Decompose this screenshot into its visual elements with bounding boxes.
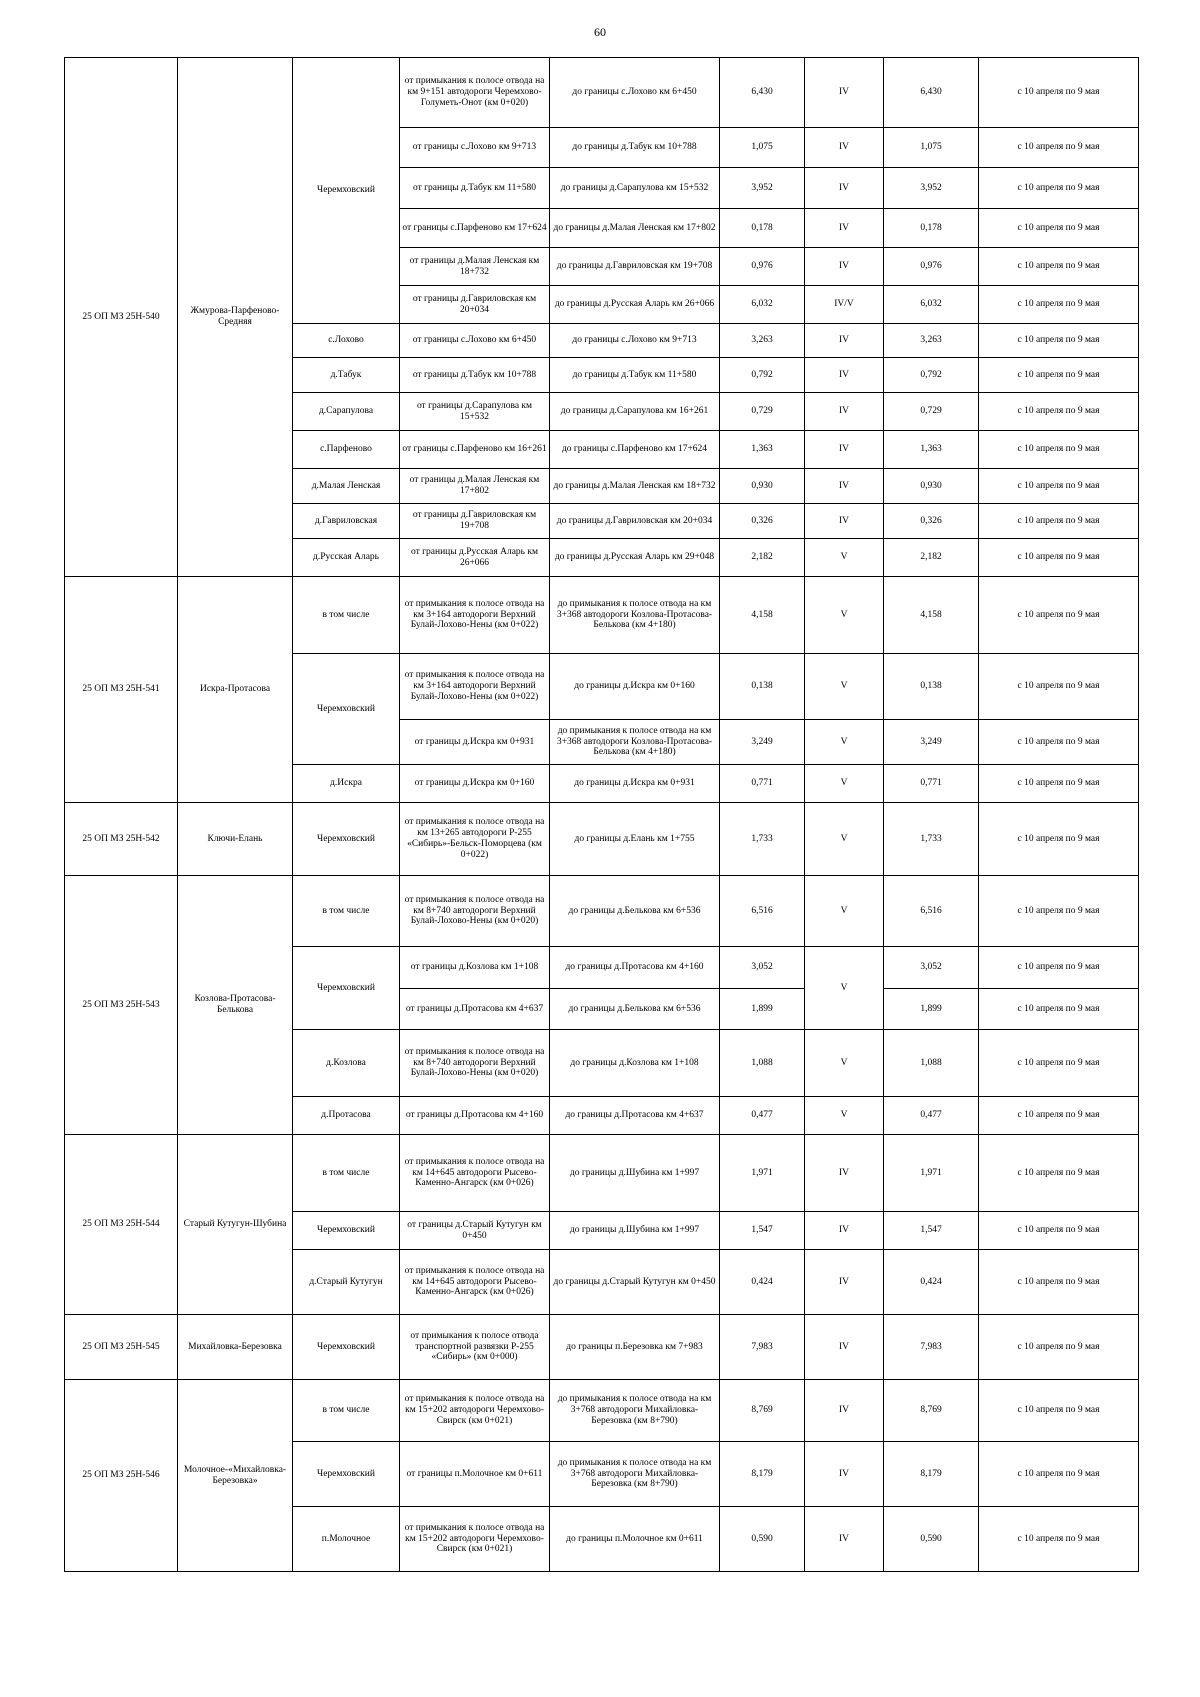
segment-to: до примыкания к полосе отвода на км 3+768 автодороги Михайловка-Березовка (км 8+790) xyxy=(550,1380,720,1442)
segment-to: до границы п.Березовка км 7+983 xyxy=(550,1315,720,1380)
category: V xyxy=(805,765,884,803)
period: с 10 апреля по 9 мая xyxy=(979,431,1139,469)
restricted-length: 0,771 xyxy=(884,765,979,803)
length: 1,971 xyxy=(720,1135,805,1212)
restricted-length: 0,326 xyxy=(884,504,979,539)
segment-to: до границы д.Искра км 0+160 xyxy=(550,654,720,720)
road-name: Жмурова-Парфеново-Средняя xyxy=(178,58,293,577)
restricted-length: 0,792 xyxy=(884,358,979,393)
segment-from: от примыкания к полосе отвода на км 8+740 автодороги Верхний Булай-Лохово-Нены (км 0+020) xyxy=(400,1030,550,1097)
segment-from: от границы д.Гавриловская км 19+708 xyxy=(400,504,550,539)
restricted-length: 1,733 xyxy=(884,803,979,876)
restricted-length: 1,075 xyxy=(884,128,979,168)
restricted-length: 3,249 xyxy=(884,720,979,765)
district: д.Козлова xyxy=(293,1030,400,1097)
restricted-length: 1,971 xyxy=(884,1135,979,1212)
period: с 10 апреля по 9 мая xyxy=(979,1135,1139,1212)
segment-to: до границы д.Шубина км 1+997 xyxy=(550,1135,720,1212)
segment-to: до границы д.Белькова км 6+536 xyxy=(550,989,720,1030)
district: в том числе xyxy=(293,1380,400,1442)
segment-from: от границы с.Парфеново км 16+261 xyxy=(400,431,550,469)
segment-to: до границы д.Гавриловская км 20+034 xyxy=(550,504,720,539)
category: IV xyxy=(805,58,884,128)
period: с 10 апреля по 9 мая xyxy=(979,1030,1139,1097)
restricted-length: 1,899 xyxy=(884,989,979,1030)
restricted-length: 7,983 xyxy=(884,1315,979,1380)
road-id: 25 ОП МЗ 25Н-543 xyxy=(65,876,178,1135)
segment-from: от примыкания к полосе отвода транспортной развязки Р-255 «Сибирь» (км 0+000) xyxy=(400,1315,550,1380)
length: 3,052 xyxy=(720,947,805,989)
length: 8,769 xyxy=(720,1380,805,1442)
segment-from: от границы п.Молочное км 0+611 xyxy=(400,1442,550,1507)
restricted-length: 4,158 xyxy=(884,577,979,654)
period: с 10 апреля по 9 мая xyxy=(979,504,1139,539)
district: п.Молочное xyxy=(293,1507,400,1572)
restricted-length: 8,769 xyxy=(884,1380,979,1442)
period: с 10 апреля по 9 мая xyxy=(979,286,1139,324)
segment-to: до границы д.Протасова км 4+160 xyxy=(550,947,720,989)
length: 0,771 xyxy=(720,765,805,803)
period: с 10 апреля по 9 мая xyxy=(979,248,1139,286)
district: с.Парфеново xyxy=(293,431,400,469)
segment-from: от границы д.Искра км 0+160 xyxy=(400,765,550,803)
segment-from: от границы д.Старый Кутугун км 0+450 xyxy=(400,1212,550,1250)
period: с 10 апреля по 9 мая xyxy=(979,803,1139,876)
restricted-length: 1,363 xyxy=(884,431,979,469)
segment-from: от примыкания к полосе отвода на км 15+202 автодороги Черемхово-Свирск (км 0+021) xyxy=(400,1380,550,1442)
category: IV xyxy=(805,1315,884,1380)
period: с 10 апреля по 9 мая xyxy=(979,1507,1139,1572)
category: IV xyxy=(805,358,884,393)
district: д.Протасова xyxy=(293,1097,400,1135)
category: IV xyxy=(805,324,884,358)
segment-from: от примыкания к полосе отвода на км 9+151 автодороги Черемхово-Голуметь-Онот (км 0+020) xyxy=(400,58,550,128)
period: с 10 апреля по 9 мая xyxy=(979,358,1139,393)
length: 3,249 xyxy=(720,720,805,765)
length: 1,547 xyxy=(720,1212,805,1250)
period: с 10 апреля по 9 мая xyxy=(979,1250,1139,1315)
category: IV xyxy=(805,168,884,209)
category: IV xyxy=(805,1135,884,1212)
segment-from: от границы с.Парфеново км 17+624 xyxy=(400,209,550,248)
district: д.Табук xyxy=(293,358,400,393)
length: 4,158 xyxy=(720,577,805,654)
segment-from: от примыкания к полосе отвода на км 15+202 автодороги Черемхово-Свирск (км 0+021) xyxy=(400,1507,550,1572)
category: IV xyxy=(805,248,884,286)
district: Черемховский xyxy=(293,947,400,1030)
segment-from: от границы д.Сарапулова км 15+532 xyxy=(400,393,550,431)
period: с 10 апреля по 9 мая xyxy=(979,324,1139,358)
restricted-length: 0,976 xyxy=(884,248,979,286)
length: 7,983 xyxy=(720,1315,805,1380)
district: Черемховский xyxy=(293,1212,400,1250)
segment-to: до границы с.Лохово км 6+450 xyxy=(550,58,720,128)
restricted-length: 6,032 xyxy=(884,286,979,324)
length: 0,976 xyxy=(720,248,805,286)
segment-to: до границы д.Малая Ленская км 17+802 xyxy=(550,209,720,248)
length: 1,733 xyxy=(720,803,805,876)
district: Черемховский xyxy=(293,654,400,765)
segment-from: от границы д.Протасова км 4+160 xyxy=(400,1097,550,1135)
period: с 10 апреля по 9 мая xyxy=(979,539,1139,577)
page-number: 60 xyxy=(594,25,606,39)
restricted-length: 0,930 xyxy=(884,469,979,504)
road-name: Козлова-Протасова-Белькова xyxy=(178,876,293,1135)
length: 0,729 xyxy=(720,393,805,431)
table-row xyxy=(65,876,1139,947)
district: в том числе xyxy=(293,1135,400,1212)
restricted-length: 3,263 xyxy=(884,324,979,358)
segment-from: от границы д.Козлова км 1+108 xyxy=(400,947,550,989)
table-row xyxy=(65,58,1139,128)
period: с 10 апреля по 9 мая xyxy=(979,1097,1139,1135)
segment-from: от границы д.Искра км 0+931 xyxy=(400,720,550,765)
category: IV xyxy=(805,1380,884,1442)
segment-from: от примыкания к полосе отвода на км 14+645 автодороги Рысево-Каменно-Ангарск (км 0+026) xyxy=(400,1135,550,1212)
segment-to: до границы д.Протасова км 4+637 xyxy=(550,1097,720,1135)
period: с 10 апреля по 9 мая xyxy=(979,168,1139,209)
segment-to: до примыкания к полосе отвода на км 3+768 автодороги Михайловка-Березовка (км 8+790) xyxy=(550,1442,720,1507)
segment-to: до границы д.Русская Аларь км 29+048 xyxy=(550,539,720,577)
period: с 10 апреля по 9 мая xyxy=(979,577,1139,654)
restricted-length: 0,424 xyxy=(884,1250,979,1315)
segment-to: до примыкания к полосе отвода на км 3+368 автодороги Козлова-Протасова-Белькова (км 4+180) xyxy=(550,720,720,765)
road-id: 25 ОП МЗ 25Н-544 xyxy=(65,1135,178,1315)
segment-from: от границы д.Малая Ленская км 17+802 xyxy=(400,469,550,504)
segment-from: от границы д.Малая Ленская км 18+732 xyxy=(400,248,550,286)
segment-from: от границы с.Лохово км 9+713 xyxy=(400,128,550,168)
length: 3,952 xyxy=(720,168,805,209)
segment-from: от примыкания к полосе отвода на км 3+164 автодороги Верхний Булай-Лохово-Нены (км 0+022) xyxy=(400,577,550,654)
period: с 10 апреля по 9 мая xyxy=(979,720,1139,765)
restricted-length: 0,178 xyxy=(884,209,979,248)
district: в том числе xyxy=(293,876,400,947)
segment-from: от границы д.Табук км 11+580 xyxy=(400,168,550,209)
restricted-length: 1,547 xyxy=(884,1212,979,1250)
district: Черемховский xyxy=(293,803,400,876)
length: 1,075 xyxy=(720,128,805,168)
category: V xyxy=(805,577,884,654)
segment-from: от границы д.Гавриловская км 20+034 xyxy=(400,286,550,324)
period: с 10 апреля по 9 мая xyxy=(979,1212,1139,1250)
length: 3,263 xyxy=(720,324,805,358)
restricted-length: 6,516 xyxy=(884,876,979,947)
segment-to: до границы д.Сарапулова км 16+261 xyxy=(550,393,720,431)
length: 1,088 xyxy=(720,1030,805,1097)
category: IV xyxy=(805,431,884,469)
segment-from: от примыкания к полосе отвода на км 3+164 автодороги Верхний Булай-Лохово-Нены (км 0+022) xyxy=(400,654,550,720)
restricted-length: 0,590 xyxy=(884,1507,979,1572)
restricted-length: 3,052 xyxy=(884,947,979,989)
table-row xyxy=(65,1315,1139,1380)
period: с 10 апреля по 9 мая xyxy=(979,989,1139,1030)
category: IV xyxy=(805,209,884,248)
restricted-length: 1,088 xyxy=(884,1030,979,1097)
length: 0,424 xyxy=(720,1250,805,1315)
segment-to: до границы д.Белькова км 6+536 xyxy=(550,876,720,947)
segment-to: до границы с.Лохово км 9+713 xyxy=(550,324,720,358)
length: 6,430 xyxy=(720,58,805,128)
district: Черемховский xyxy=(293,1442,400,1507)
category: IV xyxy=(805,1212,884,1250)
restricted-length: 0,729 xyxy=(884,393,979,431)
district: в том числе xyxy=(293,577,400,654)
road-id: 25 ОП МЗ 25Н-541 xyxy=(65,577,178,803)
period: с 10 апреля по 9 мая xyxy=(979,128,1139,168)
category: IV xyxy=(805,1442,884,1507)
period: с 10 апреля по 9 мая xyxy=(979,1315,1139,1380)
district: д.Старый Кутугун xyxy=(293,1250,400,1315)
segment-to: до границы д.Табук км 10+788 xyxy=(550,128,720,168)
segment-to: до границы п.Молочное км 0+611 xyxy=(550,1507,720,1572)
period: с 10 апреля по 9 мая xyxy=(979,765,1139,803)
category: IV xyxy=(805,504,884,539)
length: 0,930 xyxy=(720,469,805,504)
road-name: Михайловка-Березовка xyxy=(178,1315,293,1380)
length: 0,138 xyxy=(720,654,805,720)
length: 1,899 xyxy=(720,989,805,1030)
category: IV xyxy=(805,1507,884,1572)
table-row xyxy=(65,577,1139,654)
length: 0,477 xyxy=(720,1097,805,1135)
road-id: 25 ОП МЗ 25Н-540 xyxy=(65,58,178,577)
segment-to: до границы д.Сарапулова км 15+532 xyxy=(550,168,720,209)
segment-to: до границы с.Парфеново км 17+624 xyxy=(550,431,720,469)
length: 6,516 xyxy=(720,876,805,947)
district: Черемховский xyxy=(293,58,400,324)
segment-to: до границы д.Козлова км 1+108 xyxy=(550,1030,720,1097)
table-row xyxy=(65,803,1139,876)
period: с 10 апреля по 9 мая xyxy=(979,469,1139,504)
restricted-length: 0,477 xyxy=(884,1097,979,1135)
table-row xyxy=(65,1135,1139,1212)
category: V xyxy=(805,720,884,765)
segment-from: от границы д.Протасова км 4+637 xyxy=(400,989,550,1030)
period: с 10 апреля по 9 мая xyxy=(979,876,1139,947)
length: 8,179 xyxy=(720,1442,805,1507)
segment-from: от примыкания к полосе отвода на км 13+265 автодороги Р-255 «Сибирь»-Бельск-Поморцева (км 0+022) xyxy=(400,803,550,876)
restricted-length: 0,138 xyxy=(884,654,979,720)
length: 6,032 xyxy=(720,286,805,324)
category: V xyxy=(805,876,884,947)
category: V xyxy=(805,947,884,1030)
length: 0,590 xyxy=(720,1507,805,1572)
segment-from: от примыкания к полосе отвода на км 8+740 автодороги Верхний Булай-Лохово-Нены (км 0+020) xyxy=(400,876,550,947)
district: с.Лохово xyxy=(293,324,400,358)
road-restrictions-table xyxy=(64,57,1139,1572)
period: с 10 апреля по 9 мая xyxy=(979,393,1139,431)
table-row xyxy=(65,1380,1139,1442)
restricted-length: 3,952 xyxy=(884,168,979,209)
road-name: Молочное-«Михайловка-Березовка» xyxy=(178,1380,293,1572)
segment-to: до границы д.Шубина км 1+997 xyxy=(550,1212,720,1250)
segment-from: от границы с.Лохово км 6+450 xyxy=(400,324,550,358)
category: IV xyxy=(805,1250,884,1315)
segment-to: до границы д.Елань км 1+755 xyxy=(550,803,720,876)
category: IV xyxy=(805,469,884,504)
district: Черемховский xyxy=(293,1315,400,1380)
road-id: 25 ОП МЗ 25Н-546 xyxy=(65,1380,178,1572)
segment-to: до границы д.Русская Аларь км 26+066 xyxy=(550,286,720,324)
road-name: Искра-Протасова xyxy=(178,577,293,803)
restricted-length: 2,182 xyxy=(884,539,979,577)
segment-to: до границы д.Гавриловская км 19+708 xyxy=(550,248,720,286)
district: д.Малая Ленская xyxy=(293,469,400,504)
road-id: 25 ОП МЗ 25Н-542 xyxy=(65,803,178,876)
category: V xyxy=(805,803,884,876)
segment-to: до примыкания к полосе отвода на км 3+368 автодороги Козлова-Протасова-Белькова (км 4+180) xyxy=(550,577,720,654)
length: 0,792 xyxy=(720,358,805,393)
segment-to: до границы д.Табук км 11+580 xyxy=(550,358,720,393)
category: IV/V xyxy=(805,286,884,324)
road-id: 25 ОП МЗ 25Н-545 xyxy=(65,1315,178,1380)
category: IV xyxy=(805,393,884,431)
segment-to: до границы д.Искра км 0+931 xyxy=(550,765,720,803)
period: с 10 апреля по 9 мая xyxy=(979,654,1139,720)
period: с 10 апреля по 9 мая xyxy=(979,947,1139,989)
period: с 10 апреля по 9 мая xyxy=(979,58,1139,128)
segment-from: от границы д.Русская Аларь км 26+066 xyxy=(400,539,550,577)
length: 2,182 xyxy=(720,539,805,577)
category: V xyxy=(805,1030,884,1097)
restricted-length: 8,179 xyxy=(884,1442,979,1507)
category: V xyxy=(805,654,884,720)
category: V xyxy=(805,539,884,577)
district: д.Сарапулова xyxy=(293,393,400,431)
district: д.Искра xyxy=(293,765,400,803)
road-name: Ключи-Елань xyxy=(178,803,293,876)
length: 0,326 xyxy=(720,504,805,539)
length: 1,363 xyxy=(720,431,805,469)
district: д.Русская Аларь xyxy=(293,539,400,577)
restricted-length: 6,430 xyxy=(884,58,979,128)
category: V xyxy=(805,1097,884,1135)
segment-from: от примыкания к полосе отвода на км 14+645 автодороги Рысево-Каменно-Ангарск (км 0+026) xyxy=(400,1250,550,1315)
period: с 10 апреля по 9 мая xyxy=(979,209,1139,248)
road-name: Старый Кутугун-Шубина xyxy=(178,1135,293,1315)
segment-from: от границы д.Табук км 10+788 xyxy=(400,358,550,393)
length: 0,178 xyxy=(720,209,805,248)
segment-to: до границы д.Старый Кутугун км 0+450 xyxy=(550,1250,720,1315)
segment-to: до границы д.Малая Ленская км 18+732 xyxy=(550,469,720,504)
category: IV xyxy=(805,128,884,168)
period: с 10 апреля по 9 мая xyxy=(979,1380,1139,1442)
period: с 10 апреля по 9 мая xyxy=(979,1442,1139,1507)
district: д.Гавриловская xyxy=(293,504,400,539)
